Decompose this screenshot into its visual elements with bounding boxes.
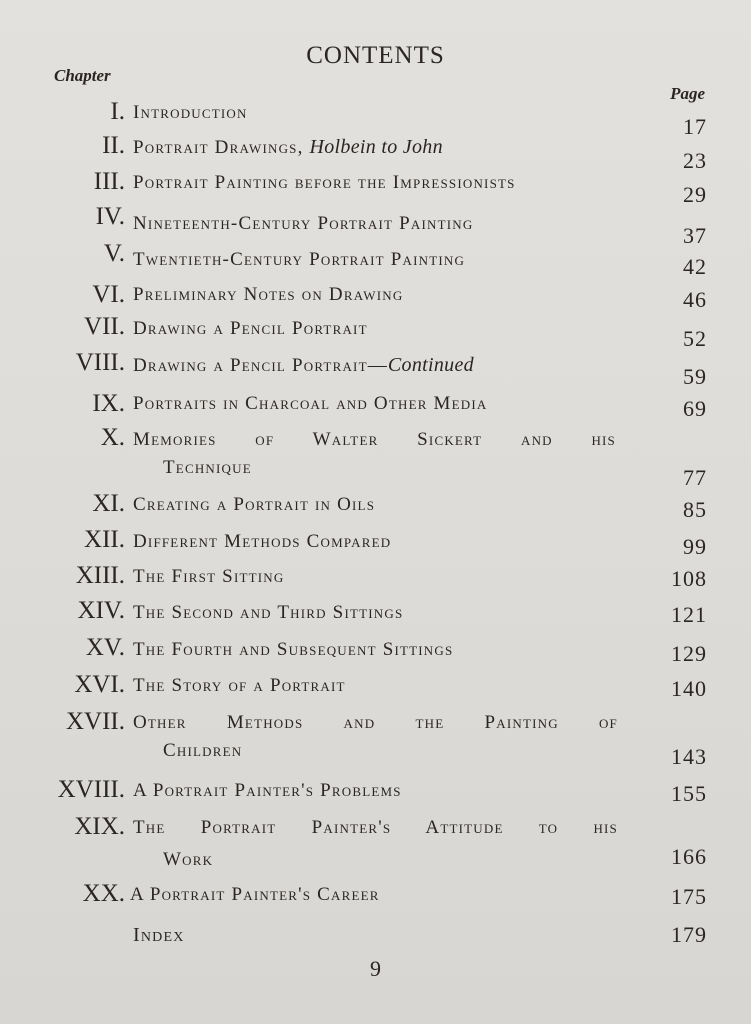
toc-chapter-number: XV. [85,634,125,661]
toc-chapter-title [133,354,474,377]
toc-chapter-number: VII. [84,313,125,340]
toc-title-italic: Continued [387,354,474,376]
toc-page-number: 37 [683,223,707,248]
toc-index-title: Index [133,924,185,946]
toc-chapter-number: IV. [95,203,125,230]
toc-chapter-title: Drawing a Pencil Portrait [133,318,368,339]
toc-chapter-number: V. [103,240,125,267]
page-column-label: Page [670,84,705,103]
toc-chapter-title: Creating a Portrait in Oils [133,494,376,515]
toc-page-number: 69 [683,396,707,421]
toc-chapter-title-continued: Children [163,740,243,761]
toc-chapter-title: The Portrait Painter's Attitude to his [133,817,618,838]
toc-page-number: 99 [683,534,707,559]
toc-chapter-title-continued: Work [163,849,214,870]
toc-page-number: 29 [683,182,707,207]
toc-chapter-title [133,136,443,159]
toc-chapter-title: Portraits in Charcoal and Other Media [133,393,488,414]
toc-page-number: 23 [683,148,707,173]
toc-chapter-title: The Fourth and Subsequent Sittings [133,639,454,660]
toc-chapter-number: XIV. [77,597,125,624]
toc-chapter-title: The First Sitting [133,566,285,587]
toc-chapter-number: XVII. [65,708,125,735]
toc-chapter-number: XVIII. [57,776,125,803]
toc-chapter-title: A Portrait Painter's Career [130,884,380,905]
toc-chapter-number: VI. [92,281,125,308]
toc-page-number: 17 [683,114,707,139]
toc-chapter-number: X. [100,424,125,451]
toc-chapter-title: Memories of Walter Sickert and his [133,429,616,450]
toc-chapter-number: XI. [92,490,125,517]
toc-page-number: 166 [671,844,707,869]
toc-page-number: 108 [671,566,707,591]
toc-chapter-number: VIII. [75,349,125,376]
toc-page-number: 46 [683,287,707,312]
toc-chapter-title: A Portrait Painter's Problems [133,780,402,801]
toc-title-text: Drawing a Pencil Portrait— [133,355,388,376]
toc-chapter-title-continued: Technique [163,457,252,478]
toc-page-number: 129 [671,641,707,666]
toc-chapter-title: Twentieth-Century Portrait Painting [133,249,466,270]
chapter-column-label: Chapter [54,66,111,85]
toc-chapter-title: The Story of a Portrait [133,675,346,696]
toc-chapter-number: XX. [82,880,125,907]
toc-chapter-title: Preliminary Notes on Drawing [133,284,404,305]
toc-chapter-number: XIII. [75,562,125,589]
toc-chapter-title: Portrait Painting before the Impressionists [133,172,516,193]
toc-chapter-title: Introduction [133,102,248,123]
toc-page-number: 52 [683,326,707,351]
contents-heading: CONTENTS [306,42,445,69]
toc-page-number: 140 [671,676,707,701]
toc-page-number: 77 [683,465,707,490]
toc-chapter-number: III. [93,168,125,195]
toc-page-number: 179 [671,922,707,947]
toc-page-number: 121 [671,602,707,627]
toc-page-number: 143 [671,744,707,769]
toc-chapter-number: XII. [84,526,125,553]
toc-chapter-number: XIX. [74,813,125,840]
toc-chapter-number: I. [110,98,125,125]
toc-page-number: 155 [671,781,707,806]
toc-title-italic: Holbein to John [309,136,443,158]
toc-title-text: Portrait Drawings, [133,137,304,158]
page-folio-number: 9 [370,956,381,981]
toc-chapter-number: IX. [92,390,125,417]
toc-page-number: 59 [683,364,707,389]
toc-chapter-title: Different Methods Compared [133,531,392,552]
toc-chapter-title: Nineteenth-Century Portrait Painting [133,213,474,234]
toc-page-number: 85 [683,497,707,522]
toc-chapter-number: XVI. [74,671,125,698]
toc-chapter-title: The Second and Third Sittings [133,602,404,623]
toc-chapter-title: Other Methods and the Painting of [133,712,618,733]
toc-page-number: 175 [671,884,707,909]
toc-page-number: 42 [683,254,707,279]
toc-chapter-number: II. [102,132,125,159]
